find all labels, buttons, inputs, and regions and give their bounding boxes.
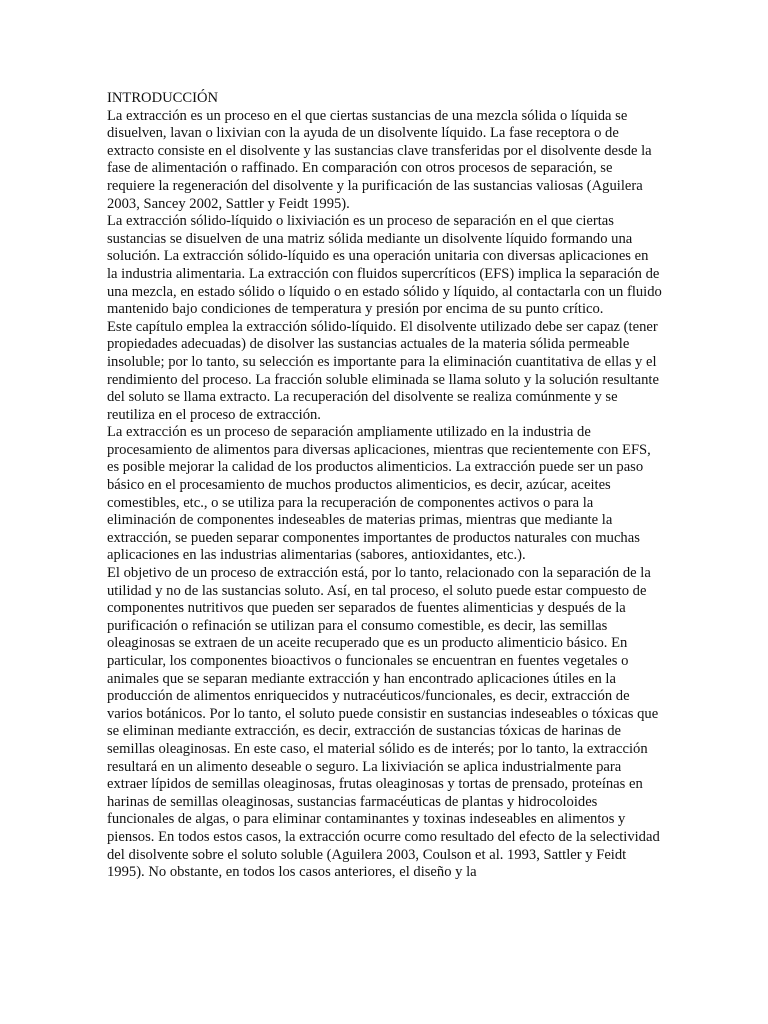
paragraph-2: La extracción sólido-líquido o lixiviación es un proceso de separación en el que ciertas sustancias se disuelven de una matriz sólida mediante un disolvente líquido formando una solución. La extracción sólido-líquido es una operación unitaria con diversas aplicaciones en la industria alimentaria. La extracción con fluidos supercríticos (EFS) implica la separación de una mezcla, en estado sólido o líquido o en estado sólido y líquido, al contactarla con un fluido mantenido bajo condiciones de temperatura y presión por encima de su punto crítico.	[107, 213, 662, 318]
paragraph-3: Este capítulo emplea la extracción sólido-líquido. El disolvente utilizado debe ser capaz (tener propiedades adecuadas) de disolver las sustancias actuales de la materia sólida permeable insoluble; por lo tanto, su selección es importante para la eliminación cuantitativa de ellas y el rendimiento del proceso. La fracción soluble eliminada se llama soluto y la solución resultante del soluto se llama extracto. La recuperación del disolvente se realiza comúnmente y se reutiliza en el proceso de extracción.	[107, 318, 659, 423]
document-heading: INTRODUCCIÓN	[107, 90, 219, 106]
document-page	[107, 90, 662, 882]
paragraph-1: La extracción es un proceso en el que ciertas sustancias de una mezcla sólida o líquida se disuelven, lavan o lixivian con la ayuda de un disolvente líquido. La fase receptora o de extracto consiste en el disolvente y las sustancias clave transferidas por el disolvente desde la fase de alimentación o raffinado. En comparación con otros procesos de separación, se requiere la regeneración del disolvente y la purificación de las sustancias valiosas (Aguilera 2003, Sancey 2002, Sattler y Feidt 1995).	[107, 107, 652, 212]
paragraph-4: La extracción es un proceso de separación ampliamente utilizado en la industria de procesamiento de alimentos para diversas aplicaciones, mientras que recientemente con EFS, es posible mejorar la calidad de los productos alimenticios. La extracción puede ser un paso básico en el procesamiento de muchos productos alimenticios, es decir, azúcar, aceites comestibles, etc., o se utiliza para la recuperación de componentes activos o para la eliminación de componentes indeseables de materias primas, mientras que mediante la extracción, se pueden separar componentes importantes de productos naturales con muchas aplicaciones en las industrias alimentarias (sabores, antioxidantes, etc.).	[107, 424, 651, 564]
paragraph-5: El objetivo de un proceso de extracción está, por lo tanto, relacionado con la separación de la utilidad y no de las sustancias soluto. Así, en tal proceso, el soluto puede estar compuesto de componentes nutritivos que pueden ser separados de fuentes alimenticias y después de la purificación o refinación se utilizan para el consumo comestible, es decir, las semillas oleaginosas se extraen de un aceite recuperado que es un producto alimenticio básico. En particular, los componentes bioactivos o funcionales se encuentran en fuentes vegetales o animales que se separan mediante extracción y han encontrado aplicaciones útiles en la producción de alimentos enriquecidos y nutracéuticos/funcionales, es decir, extracción de varios botánicos. Por lo tanto, el soluto puede consistir en sustancias indeseables o tóxicas que se eliminan mediante extracción, es decir, extracción de sustancias tóxicas de harinas de semillas oleaginosas. En este caso, el material sólido es de interés; por lo tanto, la extracción resultará en un alimento deseable o seguro. La lixiviación se aplica industrialmente para extraer lípidos de semillas oleaginosas, frutas oleaginosas y tortas de prensado, proteínas en harinas de semillas oleaginosas, sustancias farmacéuticas de plantas y hidrocoloides funcionales de algas, o para eliminar contaminantes y toxinas indeseables en alimentos y piensos. En todos estos casos, la extracción ocurre como resultado del efecto de la selectividad del disolvente sobre el soluto soluble (Aguilera 2003, Coulson et al. 1993, Sattler y Feidt 1995). No obstante, en todos los casos anteriores, el diseño y la	[107, 565, 660, 881]
